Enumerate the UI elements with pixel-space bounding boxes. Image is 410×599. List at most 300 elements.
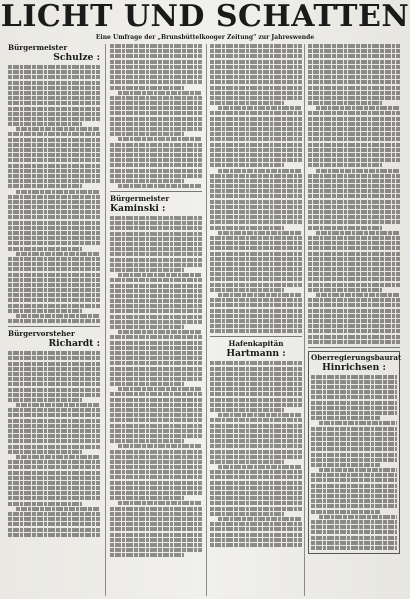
text-line [308,54,400,58]
text-line [210,367,302,371]
column-3 [210,44,302,548]
text-line [8,486,100,490]
text-line [210,241,302,245]
text-line [110,263,202,267]
text-line [110,304,202,308]
text-line [311,453,397,457]
text-line [8,429,100,433]
text-line [311,536,397,540]
text-line [210,91,302,95]
text-line [110,86,184,90]
text-line [210,257,302,261]
text-line [110,289,202,293]
text-line [110,553,184,557]
text-line [110,163,202,167]
article-body [308,44,400,344]
text-line [308,241,400,245]
text-line [308,329,400,333]
text-line [311,504,397,508]
text-line [210,60,302,64]
text-line [210,70,302,74]
text-line [308,49,400,53]
text-line [110,127,202,131]
text-line [118,137,202,141]
text-line [210,86,302,90]
text-line [110,460,202,464]
text-line [210,122,302,126]
text-line [8,283,100,287]
text-line [110,413,202,417]
article-richardt [8,330,100,537]
text-line [8,231,100,235]
text-line [210,158,302,162]
text-line [308,80,400,84]
text-line [210,210,302,214]
text-line [8,522,100,526]
text-line [311,416,380,420]
text-line [110,491,202,495]
text-line [110,392,202,396]
article-title: Hafenkapitän [228,339,284,349]
text-line [218,106,302,110]
text-line [210,65,302,69]
text-line [210,398,302,402]
text-line [110,439,184,443]
text-line [110,512,202,516]
text-line [8,445,100,449]
text-line [8,148,100,152]
text-line [110,403,202,407]
text-line [110,538,202,542]
text-line [210,277,302,281]
text-line [8,465,100,469]
text-line [308,288,382,292]
text-line [210,283,302,287]
text-line [311,520,397,524]
article-name: Hinrichsen : [322,361,386,373]
text-line [308,314,400,318]
text-line [210,252,302,256]
text-line [308,137,400,141]
text-line [110,96,202,100]
text-line [210,455,302,459]
text-line [308,262,400,266]
text-line [210,143,302,147]
text-line [308,184,400,188]
text-line [110,351,202,355]
text-line [311,489,397,493]
text-line [8,502,82,506]
text-line [210,267,302,271]
text-line [110,237,202,241]
text-line [110,232,202,236]
text-line [8,362,100,366]
text-line [110,434,202,438]
text-line [308,127,400,131]
article-title: Bürgermeister [8,43,68,52]
divider [110,191,202,192]
text-line [8,278,100,282]
text-line [210,117,302,121]
text-line [210,424,302,428]
text-line [311,494,397,498]
text-line [311,375,397,379]
text-line [308,252,400,256]
text-line [311,458,397,462]
text-line [311,510,380,514]
text-line [308,272,400,276]
column-1 [8,44,100,538]
text-line [308,70,400,74]
text-line [210,522,302,526]
text-line [210,382,302,386]
text-line [8,184,82,188]
text-line [210,481,302,485]
text-line [8,273,100,277]
text-line [110,475,202,479]
text-line [8,210,100,214]
text-line [308,205,400,209]
text-line [8,195,100,199]
text-line [308,215,400,219]
text-line [308,163,382,167]
text-line [308,179,400,183]
text-line [210,226,284,230]
text-line [311,499,397,503]
text-line [210,392,302,396]
text-line [210,434,302,438]
article-body [8,351,100,537]
text-line [316,293,400,297]
text-line [218,293,302,297]
text-line [110,356,202,360]
text-line [308,101,382,105]
text-line [218,517,302,521]
text-line [110,424,202,428]
text-line [210,450,302,454]
text-line [110,418,202,422]
text-line [308,340,400,344]
text-line [8,408,100,412]
text-line [210,137,302,141]
text-line [311,478,397,482]
text-line [210,49,302,53]
text-line [311,390,397,394]
text-line [118,184,202,188]
text-line [308,303,400,307]
text-line [308,122,400,126]
text-line [308,158,400,162]
text-line [210,507,302,511]
text-line [311,395,397,399]
text-line [210,429,302,433]
text-line [308,153,400,157]
text-line [308,319,400,323]
text-line [110,242,202,246]
text-line [311,437,397,441]
text-line [210,319,302,323]
text-line [110,132,184,136]
text-line [8,236,100,240]
text-line [210,220,302,224]
text-line [210,179,302,183]
article-name: Schulze : [53,52,100,63]
text-line [110,153,202,157]
text-line [8,434,100,438]
text-line [110,527,202,531]
text-line [210,475,302,479]
text-line [308,267,400,271]
text-line [8,517,100,521]
text-line [210,377,302,381]
text-line [110,106,202,110]
text-line [210,189,302,193]
text-line [110,148,202,152]
text-line [8,476,100,480]
text-line [308,65,400,69]
text-line [8,247,82,251]
text-line [110,341,202,345]
text-line [218,465,302,469]
divider [8,326,100,327]
divider [210,336,302,337]
page-subtitle: Eine Umfrage der „Brunsbüttelkooger Zeitung" zur Jahreswende [95,34,315,41]
text-line [110,247,202,251]
text-line [311,525,397,529]
text-line [308,277,400,281]
text-line [110,44,202,48]
text-line [118,387,202,391]
text-line [308,324,400,328]
text-line [110,258,202,262]
text-line [16,314,100,318]
text-line [110,174,202,178]
text-line [110,346,202,350]
text-line [210,153,302,157]
article-name: Richardt : [48,338,100,350]
text-line [110,179,184,183]
text-line [110,70,202,74]
text-line [110,60,202,64]
text-line [8,91,100,95]
text-line [311,401,397,405]
text-line [308,226,382,230]
text-line [210,111,302,115]
text-line [8,471,100,475]
text-line [308,96,400,100]
text-line [110,325,184,329]
text-line [16,127,100,131]
text-line [308,298,400,302]
column-separator [206,44,207,596]
article-title: Oberregierungsbaurat [311,352,402,362]
text-line [110,268,184,272]
text-line [110,117,202,121]
text-line [8,491,100,495]
text-line [8,241,100,245]
text-line [110,252,202,256]
text-line [8,143,100,147]
column-4 [308,44,400,554]
text-line [8,200,100,204]
column-2 [110,44,202,558]
text-line [308,309,400,313]
text-line [110,226,202,230]
text-line [311,406,397,410]
text-line [8,226,100,230]
text-line [210,303,302,307]
text-line [210,194,302,198]
text-line [308,44,400,48]
text-line [210,215,302,219]
text-line [110,522,202,526]
text-line [308,220,400,224]
text-line [110,122,202,126]
text-line [210,444,302,448]
text-line [210,148,302,152]
text-line [218,413,302,417]
text-line [308,194,400,198]
text-line [311,546,397,550]
text-line [316,106,400,110]
text-line [16,403,100,407]
text-line [110,455,202,459]
text-line [8,382,100,386]
text-line [16,455,100,459]
text-line [308,174,400,178]
article-name: Hartmann : [226,348,286,360]
text-line [210,361,302,365]
text-line [308,335,400,339]
text-line [8,164,100,168]
text-line [210,163,284,167]
text-line [8,388,100,392]
text-line [210,174,302,178]
text-line [308,60,400,64]
text-line [110,543,202,547]
text-line [210,486,302,490]
text-line [8,367,100,371]
text-line [110,548,202,552]
text-line [110,450,202,454]
text-line [110,169,202,173]
text-line [16,190,100,194]
text-line [8,101,100,105]
text-line [110,80,202,84]
text-line [110,335,202,339]
article-title: Bürgermeister [110,194,170,204]
text-line [8,424,100,428]
article-hinrichsen [308,351,400,554]
text-line [8,86,100,90]
text-line [8,153,100,157]
text-line [8,496,100,500]
text-line [308,132,400,136]
text-line [118,330,202,334]
text-line [16,507,100,511]
article-hartmann [210,340,302,547]
text-line [210,205,302,209]
text-line [110,158,202,162]
text-line [8,267,100,271]
text-line [118,273,202,277]
text-line [311,463,380,467]
article-body [210,44,302,333]
text-line [210,298,302,302]
divider [308,347,400,348]
text-line [210,533,302,537]
text-line [110,367,202,371]
text-line [110,429,202,433]
column-separator [304,44,305,596]
text-line [210,272,302,276]
text-line [8,450,82,454]
text-line [8,215,100,219]
text-line [110,372,202,376]
text-line [311,411,397,415]
text-line [308,200,400,204]
text-line [8,96,100,100]
text-line [110,320,202,324]
text-line [210,527,302,531]
text-line [8,351,100,355]
text-line [110,496,184,500]
text-line [308,91,400,95]
text-line [311,385,397,389]
text-line [210,80,302,84]
text-line [110,533,202,537]
article-body [8,65,100,323]
text-line [110,507,202,511]
text-line [210,314,302,318]
text-line [308,86,400,90]
text-line [8,528,100,532]
text-line [210,132,302,136]
text-line [316,169,400,173]
text-line [8,481,100,485]
text-line [210,470,302,474]
text-line [118,91,202,95]
text-line [110,54,202,58]
article-title: Bürgervorsteher [8,329,75,339]
text-line [210,324,302,328]
text-line [110,143,202,147]
text-line [110,517,202,521]
text-line [210,96,302,100]
text-line [110,294,202,298]
text-line [8,262,100,266]
text-line [8,81,100,85]
text-line [210,75,302,79]
text-line [311,530,397,534]
text-line [308,246,400,250]
text-line [311,432,397,436]
text-line [8,377,100,381]
text-line [110,377,202,381]
article-schulze [8,44,100,323]
text-line [311,380,397,384]
text-line [8,107,100,111]
text-line [210,329,302,333]
text-line [210,44,302,48]
text-line [308,148,400,152]
text-line [8,179,100,183]
text-line [218,169,302,173]
text-line [118,501,202,505]
text-line [110,65,202,69]
text-line [308,283,400,287]
text-line [308,189,400,193]
